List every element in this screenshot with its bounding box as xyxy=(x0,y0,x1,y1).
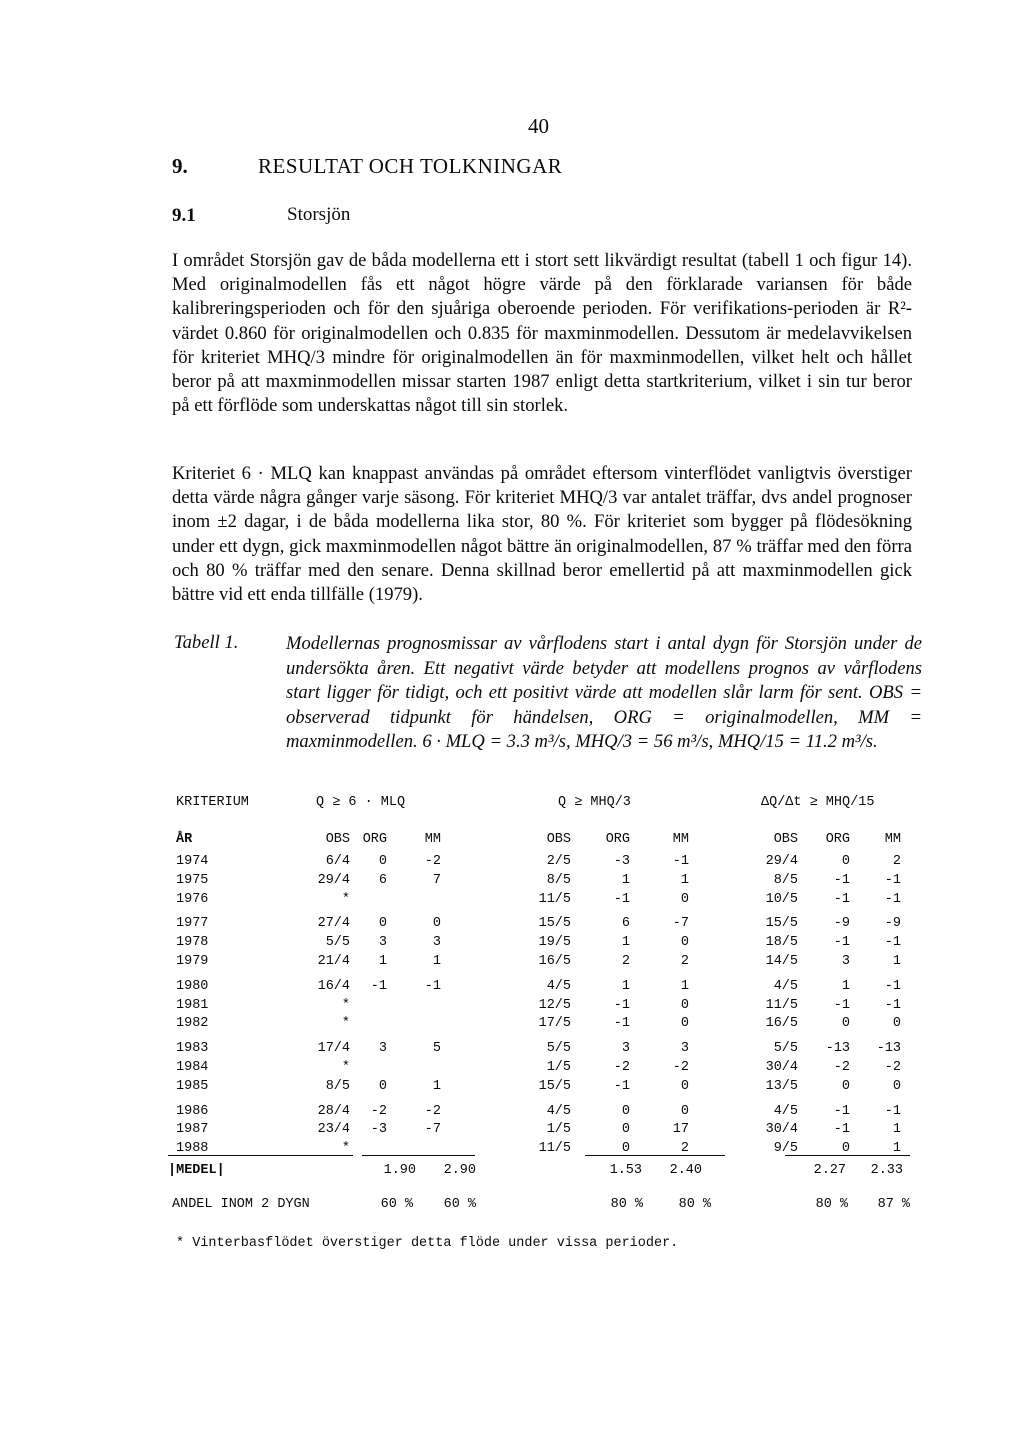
table-caption-label: Tabell 1. xyxy=(174,632,239,653)
table-cell: -1 xyxy=(613,1016,630,1032)
subheader-dq-mm: MM xyxy=(884,832,901,847)
andel-value: 60 % xyxy=(443,1197,476,1212)
subheader-dq-org: ORG xyxy=(825,832,850,847)
table-cell: 0 xyxy=(892,1016,901,1032)
table-cell: -1 xyxy=(884,1103,901,1119)
subsection-number: 9.1 xyxy=(172,205,196,226)
table-cell: -2 xyxy=(424,854,441,869)
andel-value: 80 % xyxy=(678,1197,711,1212)
table-row-year: 1976 xyxy=(176,891,209,907)
subheader-dq-obs: OBS xyxy=(773,832,798,847)
andel-value: 87 % xyxy=(877,1197,910,1212)
table-cell: -1 xyxy=(613,891,630,907)
table-cell: 11/5 xyxy=(765,997,798,1013)
table-cell: -1 xyxy=(613,997,630,1013)
table-cell: 3 xyxy=(680,1041,689,1057)
table-row-year: 1988 xyxy=(176,1141,209,1157)
table-cell: -1 xyxy=(424,978,441,994)
table-cell: -1 xyxy=(884,872,901,888)
table-cell: 0 xyxy=(680,1103,689,1119)
table-cell: 3 xyxy=(378,935,387,951)
table-cell: 1 xyxy=(432,954,441,969)
table-cell: 4/5 xyxy=(546,1103,571,1119)
table-cell: 1/5 xyxy=(546,1060,571,1075)
table-cell: -1 xyxy=(833,1103,850,1119)
table-cell: -2 xyxy=(613,1060,630,1075)
table-cell: -13 xyxy=(825,1041,850,1057)
header-group-mhq3: Q ≥ MHQ/3 xyxy=(558,795,631,810)
subheader-mhq3-obs: OBS xyxy=(546,832,571,847)
table-cell: 5/5 xyxy=(773,1041,798,1057)
table-cell: 0 xyxy=(680,935,689,951)
medel-value: 2.27 xyxy=(813,1163,846,1178)
separator-rule-label xyxy=(168,1155,353,1156)
table-cell: * xyxy=(341,891,350,907)
table-cell: 0 xyxy=(680,1016,689,1032)
table-cell: 1 xyxy=(892,1122,901,1138)
andel-label: ANDEL INOM 2 DYGN xyxy=(172,1197,310,1212)
table-cell: 15/5 xyxy=(538,916,571,932)
table-cell: -13 xyxy=(876,1041,901,1057)
header-group-mlq: Q ≥ 6 · MLQ xyxy=(316,795,406,810)
table-cell: * xyxy=(341,997,350,1013)
table-row-year: 1980 xyxy=(176,978,209,994)
table-cell: -3 xyxy=(613,854,630,869)
table-cell: 11/5 xyxy=(538,891,571,907)
table-cell: 18/5 xyxy=(765,935,798,951)
table-cell: 28/4 xyxy=(317,1103,350,1119)
page-number: 40 xyxy=(528,114,549,138)
table-cell: 13/5 xyxy=(765,1078,798,1094)
subheader-mlq-obs: OBS xyxy=(325,832,350,847)
table-cell: 17/4 xyxy=(317,1041,350,1057)
table-row-year: 1984 xyxy=(176,1060,209,1075)
table-cell: 29/4 xyxy=(317,872,350,888)
table-cell: -2 xyxy=(833,1060,850,1075)
table-cell: 8/5 xyxy=(546,872,571,888)
table-cell: 5/5 xyxy=(325,935,350,951)
table-cell: 6 xyxy=(378,872,387,888)
table-cell: 1 xyxy=(621,978,630,994)
table-cell: 30/4 xyxy=(765,1122,798,1138)
table-cell: -1 xyxy=(833,872,850,888)
table-cell: 1/5 xyxy=(546,1122,571,1138)
header-kriterium: KRITERIUM xyxy=(176,795,249,810)
table-cell: -1 xyxy=(884,997,901,1013)
table-cell: * xyxy=(341,1060,350,1075)
table-cell: 21/4 xyxy=(317,954,350,969)
table-cell: -2 xyxy=(672,1060,689,1075)
table-cell: -1 xyxy=(833,997,850,1013)
subheader-mlq-mm: MM xyxy=(424,832,441,847)
table-cell: 0 xyxy=(621,1122,630,1138)
medel-value: 2.40 xyxy=(669,1163,702,1178)
subsection-title: Storsjön xyxy=(287,204,351,225)
section-title: RESULTAT OCH TOLKNINGAR xyxy=(258,154,563,178)
table-cell: 3 xyxy=(432,935,441,951)
table-cell: 17 xyxy=(672,1122,689,1138)
table-cell: 4/5 xyxy=(546,978,571,994)
table-row-year: 1981 xyxy=(176,997,209,1013)
table-cell: 4/5 xyxy=(773,1103,798,1119)
table-cell: 16/5 xyxy=(765,1016,798,1032)
table-row-year: 1975 xyxy=(176,872,209,888)
table-row-year: 1985 xyxy=(176,1078,209,1094)
table-cell: 6/4 xyxy=(325,854,350,869)
table-cell: 3 xyxy=(841,954,850,969)
table-cell: 29/4 xyxy=(765,854,798,869)
table-row-year: 1974 xyxy=(176,854,209,869)
table-cell: * xyxy=(341,1016,350,1032)
footnote: * Vinterbasflödet överstiger detta flöde under vissa perioder. xyxy=(176,1236,679,1251)
table-cell: 1 xyxy=(841,978,850,994)
table-cell: -1 xyxy=(613,1078,630,1094)
table-cell: 11/5 xyxy=(538,1141,571,1157)
table-cell: 10/5 xyxy=(765,891,798,907)
andel-value: 80 % xyxy=(815,1197,848,1212)
table-cell: -1 xyxy=(370,978,387,994)
section-number: 9. xyxy=(172,154,188,178)
table-cell: -1 xyxy=(672,854,689,869)
table-cell: -2 xyxy=(884,1060,901,1075)
table-row-year: 1977 xyxy=(176,916,209,932)
table-cell: 0 xyxy=(841,1016,850,1032)
table-cell: -9 xyxy=(884,916,901,932)
table-cell: -1 xyxy=(884,891,901,907)
table-cell: 4/5 xyxy=(773,978,798,994)
table-cell: 0 xyxy=(378,854,387,869)
table-cell: 0 xyxy=(892,1078,901,1094)
table-cell: 0 xyxy=(378,916,387,932)
table-cell: 7 xyxy=(432,872,441,888)
table-cell: -1 xyxy=(833,1122,850,1138)
table-cell: -7 xyxy=(424,1122,441,1138)
table-cell: 16/4 xyxy=(317,978,350,994)
table-cell: * xyxy=(341,1141,350,1157)
table-cell: 1 xyxy=(621,872,630,888)
table-row-year: 1982 xyxy=(176,1016,209,1032)
table-cell: 8/5 xyxy=(325,1078,350,1094)
table-cell: 17/5 xyxy=(538,1016,571,1032)
medel-value: 2.33 xyxy=(870,1163,903,1178)
table-cell: 30/4 xyxy=(765,1060,798,1075)
separator-rule-mlq xyxy=(362,1155,475,1156)
table-cell: 2 xyxy=(680,954,689,969)
table-cell: 1 xyxy=(892,954,901,969)
table-cell: -1 xyxy=(884,935,901,951)
andel-value: 60 % xyxy=(380,1197,413,1212)
table-cell: 16/5 xyxy=(538,954,571,969)
table-cell: 15/5 xyxy=(765,916,798,932)
table-cell: 3 xyxy=(378,1041,387,1057)
table-cell: -9 xyxy=(833,916,850,932)
table-cell: 1 xyxy=(378,954,387,969)
medel-value: 1.90 xyxy=(383,1163,416,1178)
table-cell: 19/5 xyxy=(538,935,571,951)
table-row-year: 1983 xyxy=(176,1041,209,1057)
table-cell: -2 xyxy=(370,1103,387,1119)
table-cell: 2 xyxy=(680,1141,689,1157)
table-cell: 2/5 xyxy=(546,854,571,869)
medel-value: 1.53 xyxy=(609,1163,642,1178)
table-cell: 27/4 xyxy=(317,916,350,932)
header-year: ÅR xyxy=(176,832,193,847)
table-cell: 0 xyxy=(432,916,441,932)
table-cell: 0 xyxy=(841,1141,850,1157)
table-cell: -7 xyxy=(672,916,689,932)
separator-rule-mhq3 xyxy=(585,1155,725,1156)
table-cell: 0 xyxy=(680,1078,689,1094)
table-cell: 3 xyxy=(621,1041,630,1057)
header-group-dq: ΔQ/Δt ≥ MHQ/15 xyxy=(761,795,875,810)
table-cell: 1 xyxy=(892,1141,901,1157)
paragraph-2: Kriteriet 6 · MLQ kan knappast användas på området eftersom vinterflödet vanligtvis överstiger detta värde några gånger varje säsong. För kriteriet MHQ/3 var antalet träffar, dvs andel prognoser inom ±2 dagar, i de båda modellerna lika stor, 80 %. För kriteriet som bygger på flödesökning under ett dygn, gick maxminmodellen något bättre än originalmodellen, 87 % träffar med den förra och 80 % träffar med den senare. Denna skillnad beror emellertid på att maxminmodellen gick bättre vid ett enda tillfälle (1979). xyxy=(172,463,912,606)
table-cell: 12/5 xyxy=(538,997,571,1013)
medel-value: 2.90 xyxy=(443,1163,476,1178)
table-row-year: 1978 xyxy=(176,935,209,951)
table-cell: 0 xyxy=(841,1078,850,1094)
table-cell: 6 xyxy=(621,916,630,932)
table-cell: 14/5 xyxy=(765,954,798,969)
table-cell: 5 xyxy=(432,1041,441,1057)
subheader-mlq-org: ORG xyxy=(362,832,387,847)
table-cell: -3 xyxy=(370,1122,387,1138)
medel-label: |MEDEL| xyxy=(168,1163,225,1178)
table-cell: 1 xyxy=(680,978,689,994)
table-cell: 1 xyxy=(680,872,689,888)
table-row-year: 1979 xyxy=(176,954,209,969)
table-row-year: 1987 xyxy=(176,1122,209,1138)
separator-rule-dq xyxy=(785,1155,910,1156)
table-cell: 0 xyxy=(841,854,850,869)
table-cell: 1 xyxy=(621,935,630,951)
paragraph-1: I området Storsjön gav de båda modellerna ett i stort sett likvärdigt resultat (tabell 1 och figur 14). Med originalmodellen fås ett något högre värde på den förklarade variansen för både kalibreringsperioden och för den sjuåriga oberoende perioden. För verifikations-perioden är R²-värdet 0.860 för originalmodellen och 0.835 för maxminmodellen. Dessutom är medelavvikelsen för kriteriet MHQ/3 mindre för originalmodellen än för maxminmodellen, vilket helt och hållet beror på att maxminmodellen missar starten 1987 enligt detta startkriterium, vilket i sin tur beror på ett förflöde som underskattas något till sin storlek. xyxy=(172,250,912,417)
table-cell: 23/4 xyxy=(317,1122,350,1138)
table-cell: 0 xyxy=(378,1078,387,1094)
table-cell: -2 xyxy=(424,1103,441,1119)
andel-value: 80 % xyxy=(610,1197,643,1212)
table-cell: 5/5 xyxy=(546,1041,571,1057)
table-cell: 1 xyxy=(432,1078,441,1094)
table-cell: 0 xyxy=(680,997,689,1013)
subheader-mhq3-mm: MM xyxy=(672,832,689,847)
table-cell: 15/5 xyxy=(538,1078,571,1094)
table-cell: -1 xyxy=(833,935,850,951)
subheader-mhq3-org: ORG xyxy=(605,832,630,847)
table-cell: -1 xyxy=(884,978,901,994)
table-cell: 0 xyxy=(621,1103,630,1119)
table-cell: 8/5 xyxy=(773,872,798,888)
table-cell: -1 xyxy=(833,891,850,907)
table-caption-text: Modellernas prognosmissar av vårflodens start i antal dygn för Storsjön under de undersökta åren. Ett negativt värde betyder att modellens prognos av vårflodens start ligger för tidigt, och ett positivt värde att modellen slår larm för sent. OBS = observerad tidpunkt för händelsen, ORG = originalmodellen, MM = maxminmodellen. 6 · MLQ = 3.3 m³/s, MHQ/3 = 56 m³/s, MHQ/15 = 11.2 m³/s. xyxy=(286,633,922,753)
table-cell: 2 xyxy=(892,854,901,869)
table-row-year: 1986 xyxy=(176,1103,209,1119)
table-cell: 0 xyxy=(621,1141,630,1157)
table-cell: 9/5 xyxy=(773,1141,798,1157)
table-cell: 2 xyxy=(621,954,630,969)
table-cell: 0 xyxy=(680,891,689,907)
